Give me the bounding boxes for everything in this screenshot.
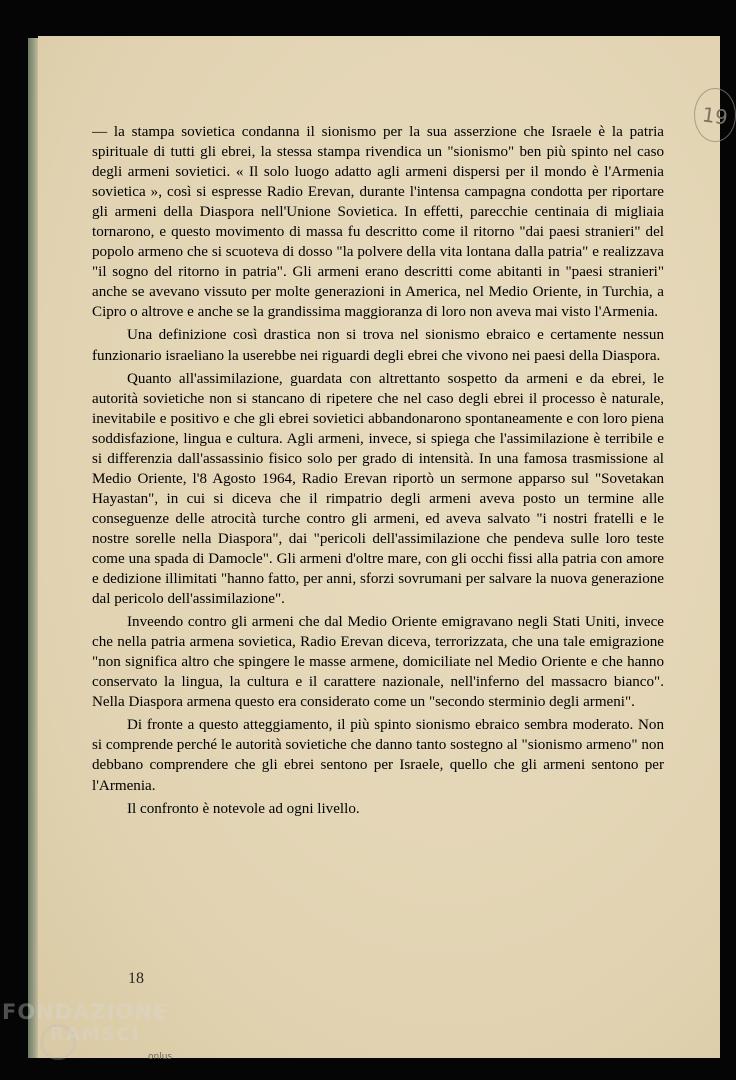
body-text xyxy=(92,122,664,822)
pencil-page-mark: 19 xyxy=(700,102,730,130)
page-edge xyxy=(28,38,38,1058)
paragraph-6: Il confronto è notevole ad ogni livello. xyxy=(127,800,360,817)
paragraph-5: Di fronte a questo atteggiamento, il più spinto sionismo ebraico sembra moderato. Non si comprende perché le autorità sovietiche che danno tanto sostegno al "sionismo armeno" non debbano comprendere che gli ebrei sentono per Israele, quello che gli armeni sentono per l'Armenia. xyxy=(92,717,664,794)
watermark-logo xyxy=(2,1000,168,1045)
page-number: 18 xyxy=(128,970,144,987)
watermark-sub: onlus xyxy=(148,1052,173,1062)
paragraph-1: — la stampa sovietica condanna il sionismo per la sua asserzione che Israele è la patria spirituale di tutti gli ebrei, la stessa stampa rivendica un "sionismo" ben più spinto nel caso degli armeni sovietici. « Il solo luogo adatto agli armeni dispersi per il mondo è l'Armenia sovietica », così si espresse Radio Erevan, durante l'intensa campagna condotta per riportare gli armeni della Diaspora nell'Unione Sovietica. In effetti, parecchie centinaia di migliaia tornarono, e questo movimento di massa fu descritto come il ritorno "dai paesi stranieri" del popolo armeno che si scuoteva di dosso "la polvere della vita lontana dalla patria" e realizzava "il sogno del ritorno in patria". Gli armeni erano descritti come abitanti in "paesi stranieri" anche se avevano vissuto per molte generazioni in America, nel Medio Oriente, in Turchia, a Cipro o altrove e anche se la grandissima maggioranza di loro non aveva mai visto l'Armenia. xyxy=(92,124,664,321)
watermark-line1: FONDAZIONE xyxy=(2,1000,169,1024)
paragraph-3: Quanto all'assimilazione, guardata con altrettanto sospetto da armeni e da ebrei, le autorità sovietiche non si stancano di ripetere che nel caso degli ebrei il processo è naturale, inevitabile e positivo e che gli ebrei sovietici abbandonarono spontaneamente e con loro piena soddisfazione, lingua e cultura. Agli armeni, invece, si spiega che l'assimilazione è terribile e si differenzia dall'assassinio fisico solo per grado di intensità. In una famosa trasmissione al Medio Oriente, l'8 Agosto 1964, Radio Erevan riportò un sermone apparso sul "Sovetakan Hayastan", in cui si diceva che il rimpatrio degli armeni aveva posto un termine alle conseguenze delle atrocità turche contro gli armeni, ed aveva salvato "i nostri fratelli e le nostre sorelle nella Diaspora", dai "pericoli dell'assimilazione che pendeva sulle loro teste come una spada di Damocle". Gli armeni d'oltre mare, con gli occhi fissi alla patria con amore e dedizione illimitati "hanno fatto, per anni, sforzi sovrumani per salvare la nuova generazione dal pericolo dell'assimilazione". xyxy=(92,370,664,608)
paragraph-4: Inveendo contro gli armeni che dal Medio Oriente emigravano negli Stati Uniti, invece che nella patria armena sovietica, Radio Erevan diceva, terrorizzata, che una tale emigrazione "non significa altro che spingere le masse armene, domiciliate nel Medio Oriente e che hanno conservato la lingua, la cultura e il carattere nazionale, nell'inferno del massacro bianco". Nella Diaspora armena questo era considerato come un "secondo sterminio degli armeni". xyxy=(92,614,664,711)
watermark-line2: RAMSCI xyxy=(50,1024,141,1045)
paragraph-2: Una definizione così drastica non si trova nel sionismo ebraico e certamente nessun funzionario israeliano la userebbe nei riguardi degli ebrei che vivono nei paesi della Diaspora. xyxy=(92,327,664,364)
